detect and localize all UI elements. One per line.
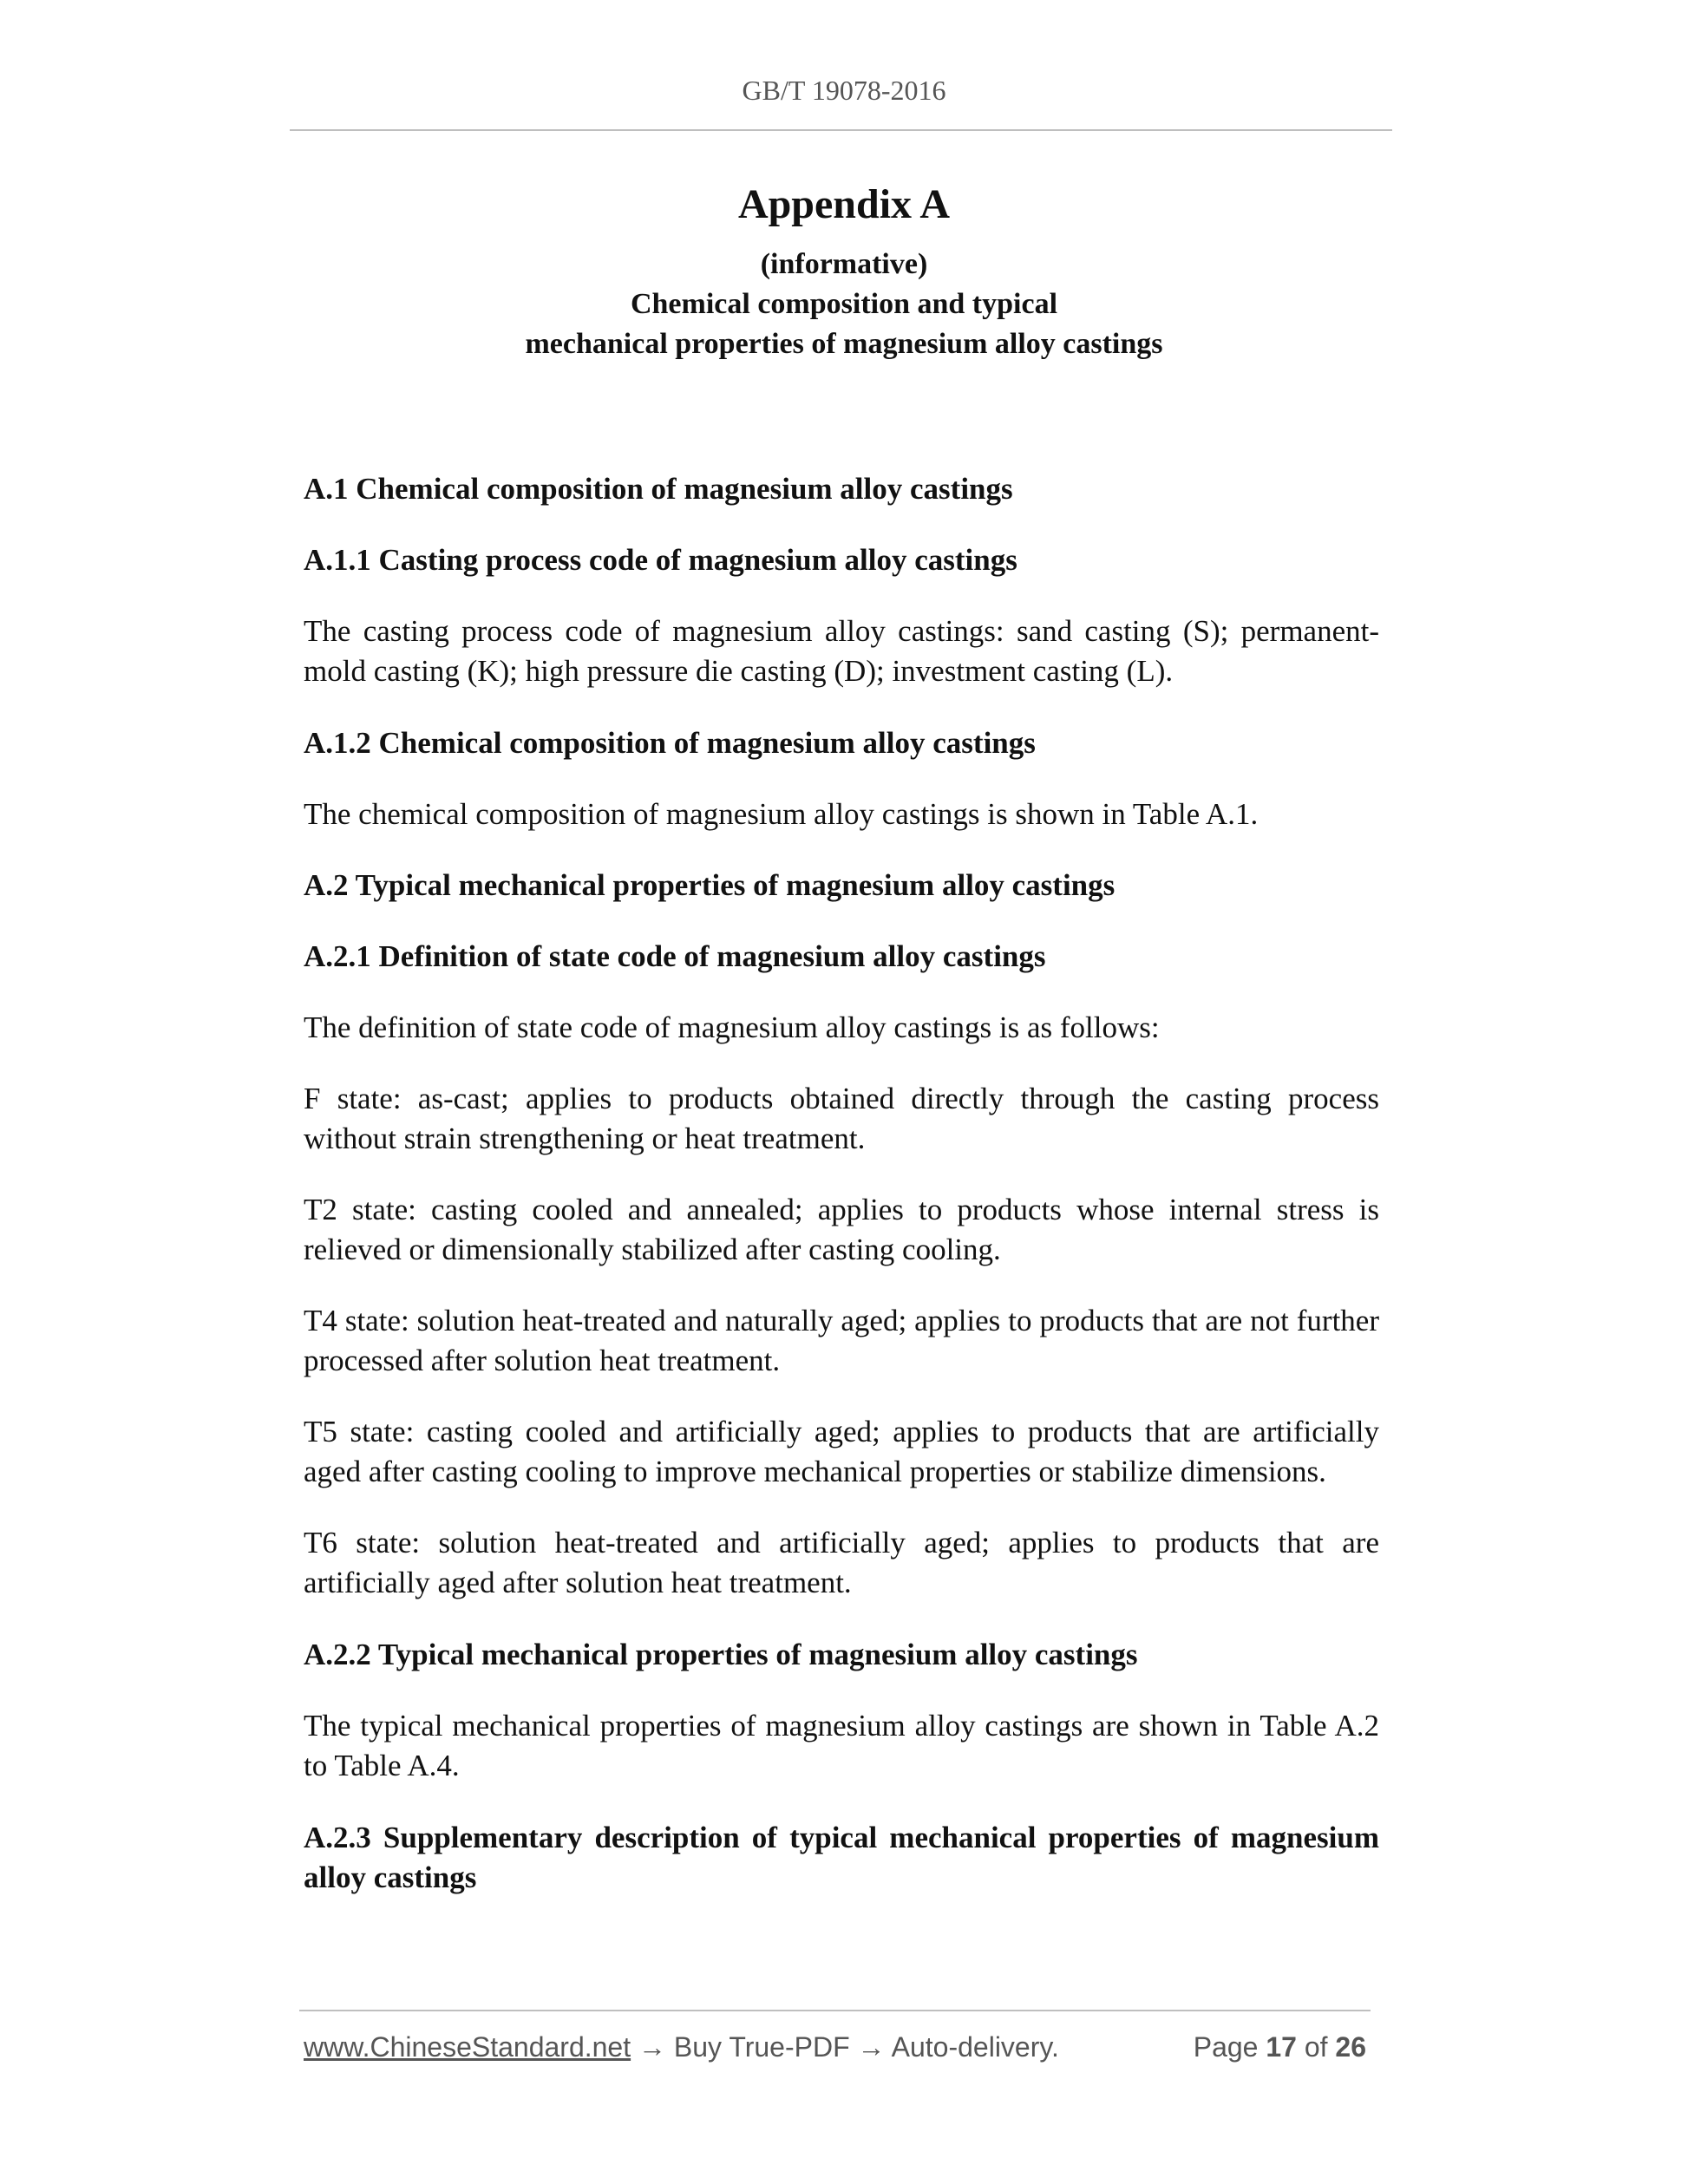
section-a12-text: The chemical composition of magnesium alloy castings is shown in Table A.1. <box>304 797 1259 831</box>
section-a11-text: The casting process code of magnesium alloy castings: sand casting (S); permanent-mold casting (K); high pressure die casting (D); investment casting (L). <box>304 614 1379 688</box>
appendix-subtitle-line2: mechanical properties of magnesium alloy castings <box>525 328 1163 360</box>
footer-promo-text: → Buy True-PDF → Auto-delivery. <box>631 2031 1059 2063</box>
appendix-type: (informative) <box>760 248 928 280</box>
state-t6-definition: T6 state: solution heat-treated and artificially aged; applies to products that are artificially aged after solution heat treatment. <box>304 1526 1379 1599</box>
state-t4-definition: T4 state: solution heat-treated and naturally aged; applies to products that are not further processed after solution heat treatment. <box>304 1304 1379 1377</box>
standard-code-header: GB/T 19078-2016 <box>742 75 946 106</box>
page-total: 26 <box>1335 2031 1366 2063</box>
state-t5-definition: T5 state: casting cooled and artificially aged; applies to products that are artificially aged after casting cooling to improve mechanical properties or stabilize dimensions. <box>304 1415 1379 1488</box>
of-label: of <box>1304 2031 1328 2063</box>
page-current: 17 <box>1266 2031 1297 2063</box>
state-t2-definition: T2 state: casting cooled and annealed; applies to products whose internal stress is relieved or dimensionally stabilized after casting cooling. <box>304 1193 1379 1266</box>
section-a21-text: The definition of state code of magnesium alloy castings is as follows: <box>304 1010 1160 1044</box>
section-a2-heading: A.2 Typical mechanical properties of magnesium alloy castings <box>304 868 1116 902</box>
page-label: Page <box>1193 2031 1259 2063</box>
footer-promo <box>304 2031 1059 2063</box>
state-f-definition: F state: as-cast; applies to products obtained directly through the casting process without strain strengthening or heat treatment. <box>304 1082 1379 1155</box>
section-a21-heading: A.2.1 Definition of state code of magnesium alloy castings <box>304 939 1046 973</box>
section-a22-text: The typical mechanical properties of magnesium alloy castings are shown in Table A.2 to Table A.4. <box>304 1709 1379 1782</box>
website-link[interactable]: www.ChineseStandard.net <box>304 2031 631 2063</box>
appendix-subtitle-line1: Chemical composition and typical <box>630 288 1058 320</box>
page-indicator <box>1194 2031 1366 2063</box>
section-a22-heading: A.2.2 Typical mechanical properties of magnesium alloy castings <box>304 1638 1138 1671</box>
footer-divider <box>299 2010 1371 2011</box>
header-divider <box>290 129 1392 131</box>
section-a12-heading: A.1.2 Chemical composition of magnesium alloy castings <box>304 726 1036 760</box>
page-footer <box>304 2031 1371 2070</box>
section-a1-heading: A.1 Chemical composition of magnesium alloy castings <box>304 472 1013 506</box>
section-a23-heading: A.2.3 Supplementary description of typical mechanical properties of magnesium alloy castings <box>304 1821 1379 1894</box>
appendix-title: Appendix A <box>737 181 951 227</box>
section-a11-heading: A.1.1 Casting process code of magnesium alloy castings <box>304 543 1017 577</box>
